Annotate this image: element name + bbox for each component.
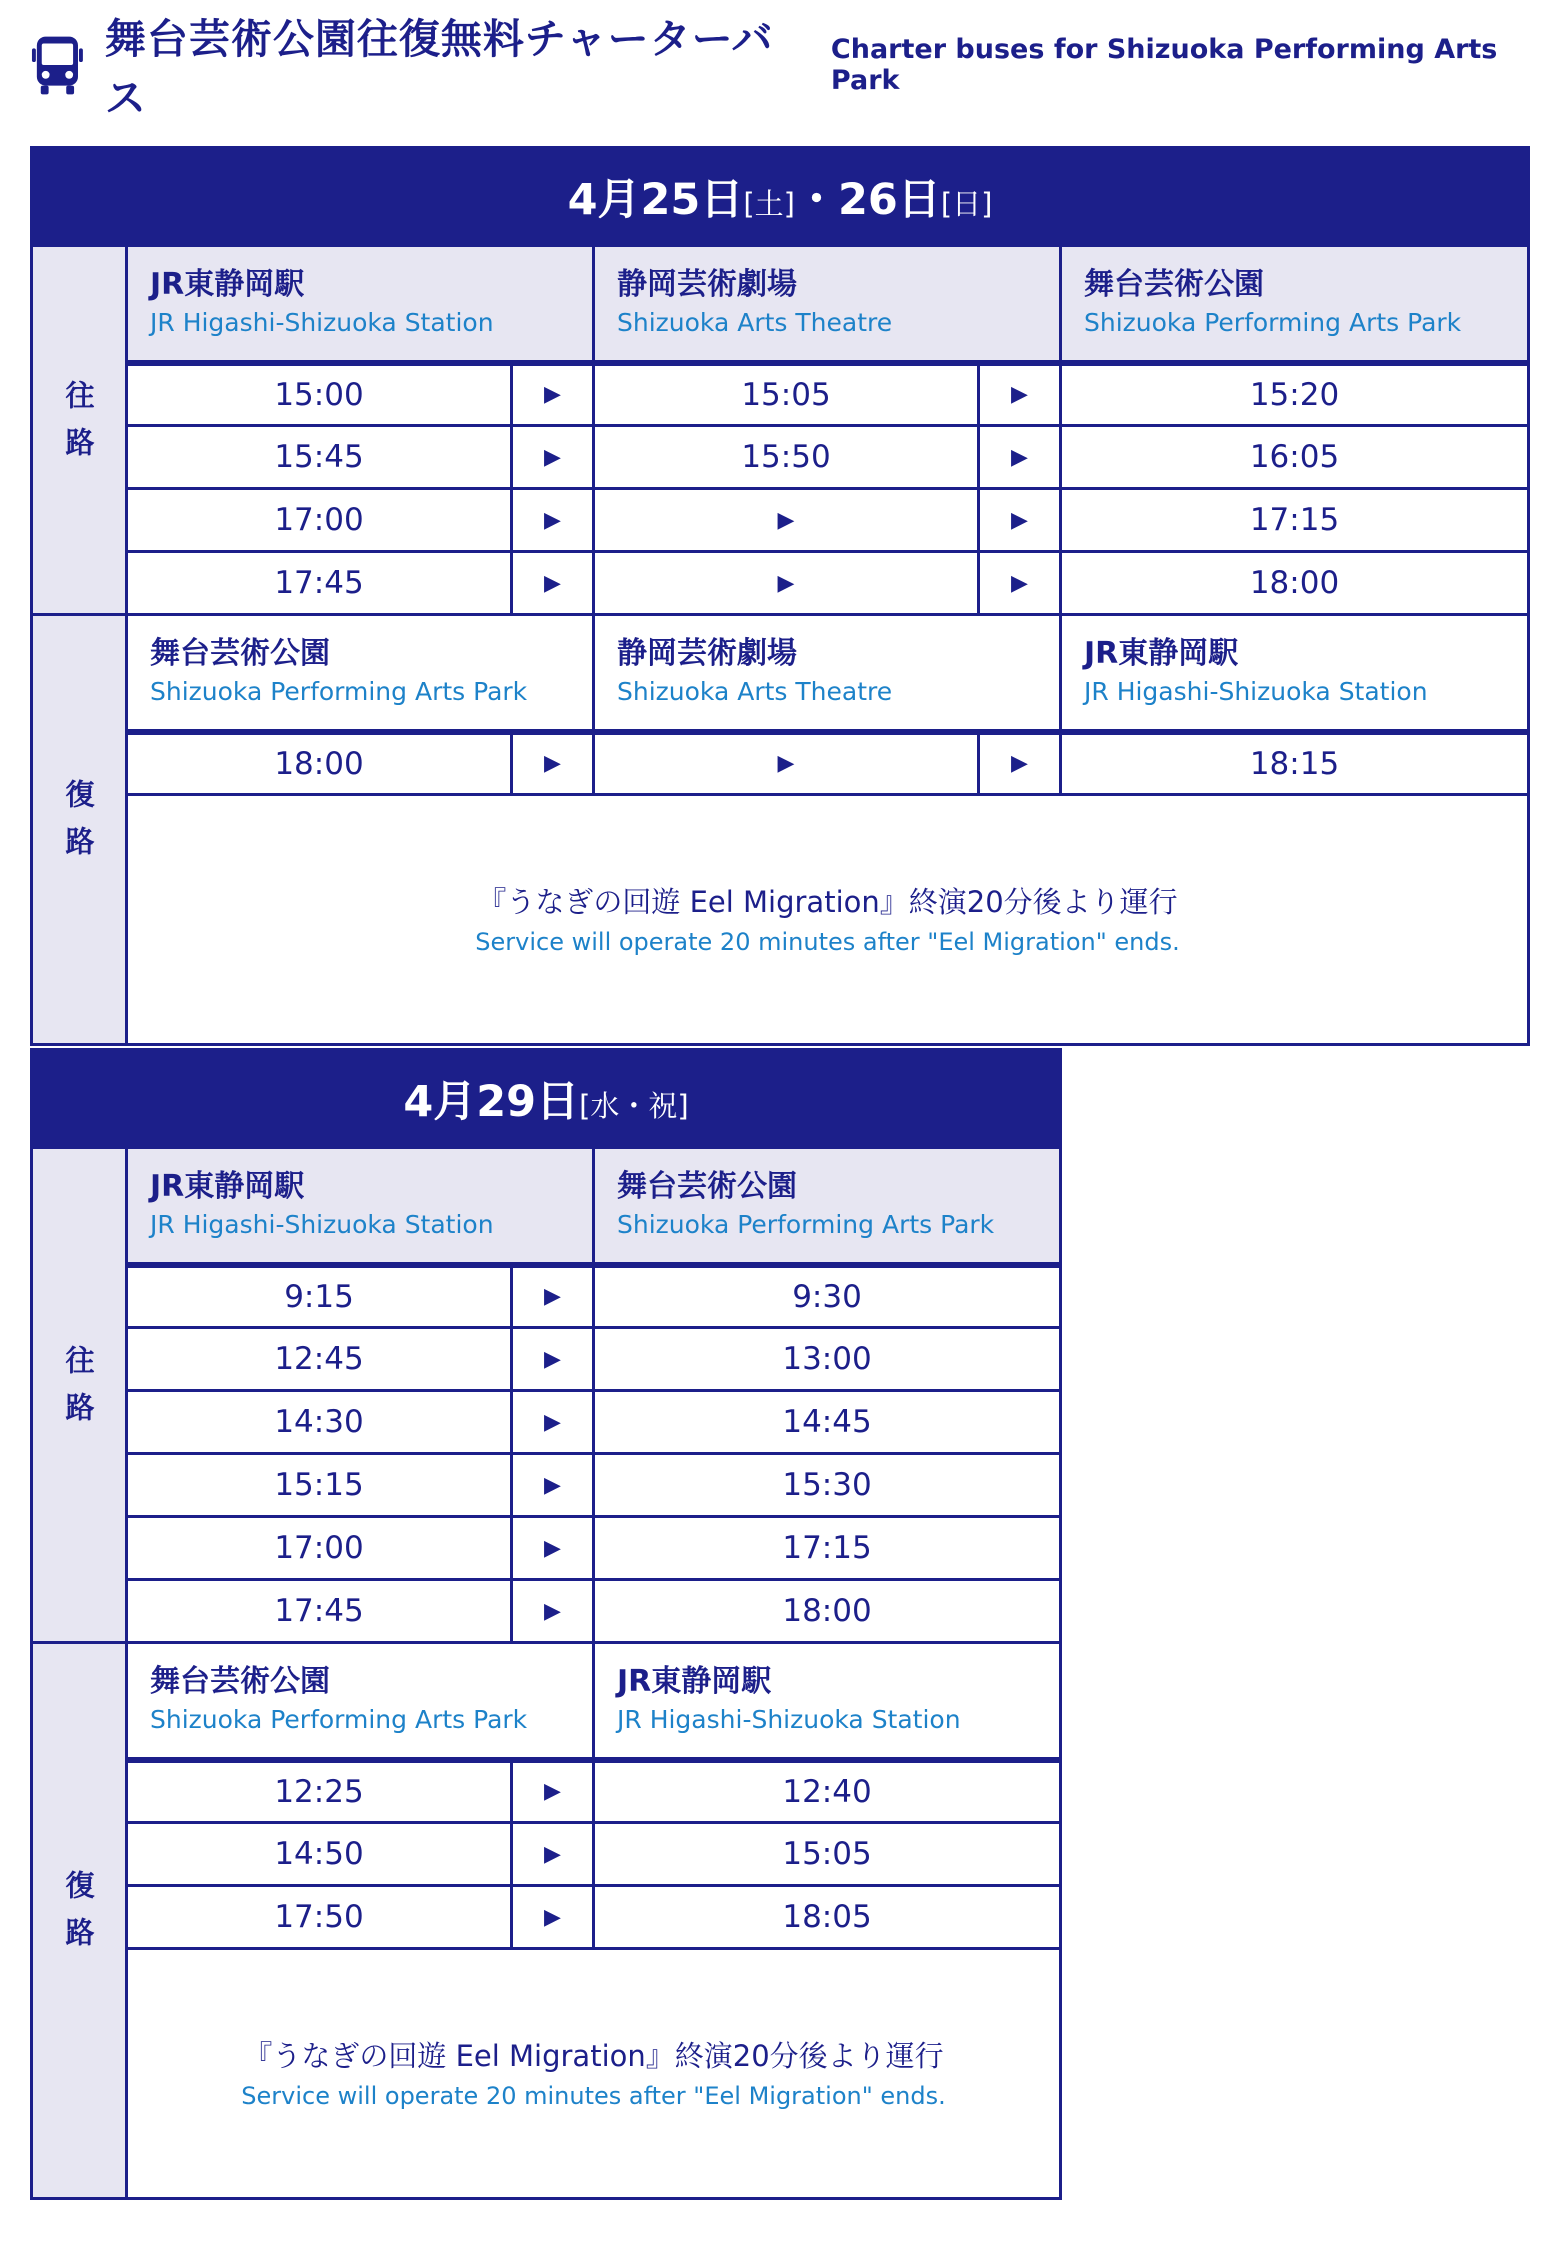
station-header: JR東静岡駅 JR Higashi-Shizuoka Station [1061, 615, 1529, 732]
departure-time: 12:45 [127, 1328, 512, 1391]
timetable-apr-25-26 [30, 146, 1530, 1046]
page-title-english: Charter buses for Shizuoka Performing Arts Park [830, 34, 1498, 96]
via-time: 15:50 [594, 426, 979, 489]
play-triangle-icon: ▶ [979, 732, 1061, 795]
departure-time: 17:00 [127, 1517, 512, 1580]
play-triangle-icon: ▶ [512, 1886, 594, 1949]
arrival-time: 9:30 [594, 1265, 1061, 1328]
arrival-time: 17:15 [1061, 489, 1529, 552]
station-header: JR東静岡駅 JR Higashi-Shizuoka Station [127, 246, 594, 363]
arrival-time: 18:00 [594, 1580, 1061, 1643]
play-triangle-icon: ▶ [512, 1265, 594, 1328]
departure-time: 17:50 [127, 1886, 512, 1949]
station-header: 舞台芸術公園 Shizuoka Performing Arts Park [1061, 246, 1529, 363]
station-header: 静岡芸術劇場 Shizuoka Arts Theatre [594, 615, 1061, 732]
service-note: 『うなぎの回遊 Eel Migration』終演20分後より運行 Service will operate 20 minutes after "Eel Migration" ends. [127, 795, 1529, 1045]
departure-time: 17:45 [127, 1580, 512, 1643]
date-title: 4月29日[水・祝] [32, 1050, 1061, 1148]
play-triangle-icon: ▶ [979, 426, 1061, 489]
table-row [32, 1391, 1061, 1454]
play-triangle-icon: ▶ [512, 1517, 594, 1580]
service-note: 『うなぎの回遊 Eel Migration』終演20分後より運行 Service will operate 20 minutes after "Eel Migration" ends. [127, 1949, 1061, 2199]
departure-time: 18:00 [127, 732, 512, 795]
play-triangle-icon: ▶ [512, 1823, 594, 1886]
table-row [32, 1454, 1061, 1517]
play-triangle-icon: ▶ [512, 363, 594, 426]
departure-time: 15:00 [127, 363, 512, 426]
departure-time: 17:00 [127, 489, 512, 552]
departure-time: 9:15 [127, 1265, 512, 1328]
table-row [32, 1580, 1061, 1643]
arrival-time: 18:05 [594, 1886, 1061, 1949]
arrival-time: 16:05 [1061, 426, 1529, 489]
station-header: JR東静岡駅 JR Higashi-Shizuoka Station [127, 1148, 594, 1265]
play-triangle-icon: ▶ [512, 732, 594, 795]
departure-time: 15:45 [127, 426, 512, 489]
arrival-time: 15:20 [1061, 363, 1529, 426]
play-triangle-icon: ▶ [512, 1580, 594, 1643]
table-row [32, 489, 1529, 552]
table-row [32, 1823, 1061, 1886]
departure-time: 14:30 [127, 1391, 512, 1454]
table-row [32, 1886, 1061, 1949]
arrival-time: 15:05 [594, 1823, 1061, 1886]
return-label: 復路 [32, 615, 127, 1045]
table-row [32, 552, 1529, 615]
play-triangle-icon: ▶ [594, 489, 979, 552]
play-triangle-icon: ▶ [512, 1454, 594, 1517]
play-triangle-icon: ▶ [512, 1391, 594, 1454]
arrival-time: 12:40 [594, 1760, 1061, 1823]
arrival-time: 14:45 [594, 1391, 1061, 1454]
outbound-label: 往路 [32, 246, 127, 615]
arrival-time: 18:00 [1061, 552, 1529, 615]
page-header [30, 15, 1560, 122]
table-row [32, 1760, 1061, 1823]
departure-time: 14:50 [127, 1823, 512, 1886]
play-triangle-icon: ▶ [594, 552, 979, 615]
timetable-apr-29 [30, 1048, 1062, 2200]
via-time: 15:05 [594, 363, 979, 426]
departure-time: 15:15 [127, 1454, 512, 1517]
departure-time: 17:45 [127, 552, 512, 615]
station-header: JR東静岡駅 JR Higashi-Shizuoka Station [594, 1643, 1061, 1760]
play-triangle-icon: ▶ [512, 1760, 594, 1823]
arrival-time: 17:15 [594, 1517, 1061, 1580]
station-header: 舞台芸術公園 Shizuoka Performing Arts Park [594, 1148, 1061, 1265]
table-row [32, 1265, 1061, 1328]
table-row [32, 1328, 1061, 1391]
outbound-label: 往路 [32, 1148, 127, 1643]
play-triangle-icon: ▶ [979, 363, 1061, 426]
table-row [32, 363, 1529, 426]
play-triangle-icon: ▶ [512, 426, 594, 489]
station-header: 静岡芸術劇場 Shizuoka Arts Theatre [594, 246, 1061, 363]
table-row [32, 1517, 1061, 1580]
play-triangle-icon: ▶ [979, 489, 1061, 552]
table-row [32, 426, 1529, 489]
return-label: 復路 [32, 1643, 127, 2199]
play-triangle-icon: ▶ [979, 552, 1061, 615]
arrival-time: 13:00 [594, 1328, 1061, 1391]
departure-time: 12:25 [127, 1760, 512, 1823]
bus-icon [30, 34, 85, 96]
page-title: 舞台芸術公園往復無料チャーターバス [104, 15, 774, 122]
table-row [32, 732, 1529, 795]
arrival-time: 18:15 [1061, 732, 1529, 795]
date-title: 4月25日[土]・26日[日] [32, 148, 1529, 246]
station-header: 舞台芸術公園 Shizuoka Performing Arts Park [127, 615, 594, 732]
station-header: 舞台芸術公園 Shizuoka Performing Arts Park [127, 1643, 594, 1760]
play-triangle-icon: ▶ [512, 552, 594, 615]
play-triangle-icon: ▶ [512, 489, 594, 552]
play-triangle-icon: ▶ [512, 1328, 594, 1391]
play-triangle-icon: ▶ [594, 732, 979, 795]
arrival-time: 15:30 [594, 1454, 1061, 1517]
